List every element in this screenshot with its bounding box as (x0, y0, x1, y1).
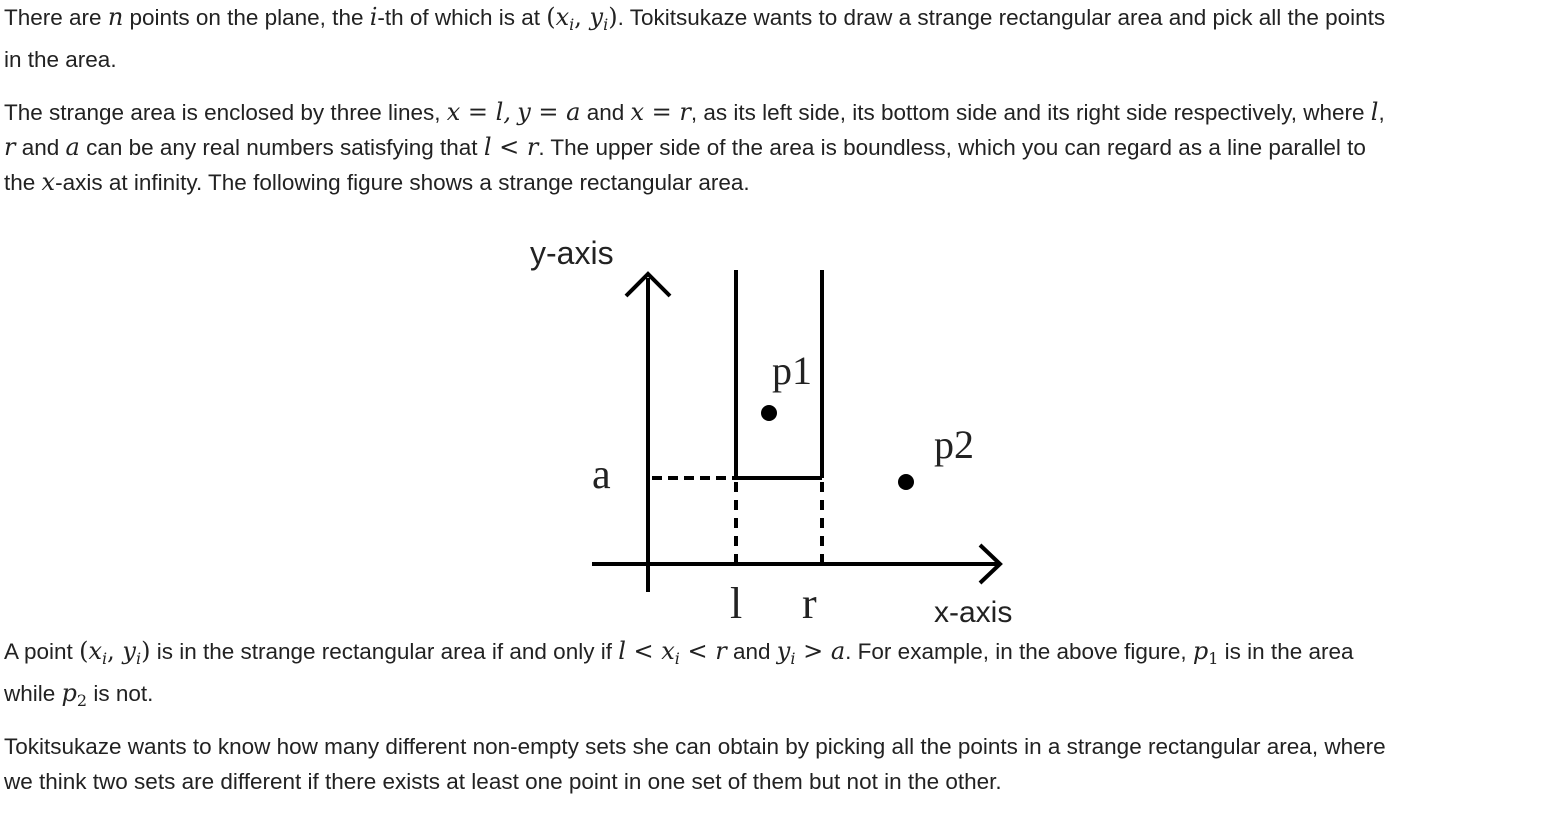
math-r: r (4, 133, 16, 161)
paragraph-area-line-1: The strange area is enclosed by three lines, x = l, y = a and x = r, as its left side, its bottom side and its right side respectively, where l, (4, 98, 1385, 126)
paragraph-area-line-2 (4, 130, 1556, 165)
text: A point (4, 639, 80, 664)
math-sub-i: i (790, 649, 796, 668)
math-i: i (369, 3, 378, 31)
text: while (4, 681, 62, 706)
text: . Tokitsukaze wants to draw a strange rectangular area and pick all the points (617, 5, 1386, 30)
text: , as its left side, its bottom side and its right side respectively, where (690, 100, 1371, 125)
paragraph-condition-line-1 (4, 634, 1556, 676)
paragraph-condition-line-2 (4, 676, 1556, 718)
math-y: y (122, 637, 136, 665)
paragraph-intro-line-1 (4, 0, 1556, 42)
text: . For example, in the above figure, (845, 639, 1193, 664)
math-eq-x-l: x = l, (446, 98, 511, 126)
math-eq-x-r: x = r (630, 98, 691, 126)
l-label: l (730, 579, 743, 628)
text: and (726, 639, 777, 664)
text: is in the area (1218, 639, 1354, 664)
paragraph-question (4, 729, 1556, 799)
x-axis-label: x-axis (934, 596, 1013, 629)
paragraph-intro (4, 0, 1556, 77)
text: in the area. (4, 47, 117, 72)
math-point-xi-yi: ($x_i$, $y_i$) (546, 3, 618, 34)
math-y: y (776, 637, 791, 665)
p1-label: p1 (772, 348, 812, 393)
math-n: n (107, 3, 124, 31)
a-label: a (592, 452, 611, 498)
text: and (15, 135, 66, 160)
text: can be any real numbers satisfying that (79, 135, 484, 160)
y-axis-arrowhead (626, 274, 670, 296)
math-p: p (61, 679, 77, 707)
math-gt-a: > a (795, 637, 846, 665)
math-a: a (65, 133, 80, 161)
paragraph-point-condition (4, 634, 1556, 718)
math-sub-i: i (674, 649, 680, 668)
math-sub-i: i (101, 649, 108, 668)
math-sub-i: i (603, 15, 609, 34)
paragraph-area-definition (4, 95, 1556, 200)
text: -th of which is at (377, 5, 547, 30)
math-y: y (589, 3, 604, 31)
text: the (4, 170, 42, 195)
math-lt-r: < r (679, 637, 727, 665)
point-p2 (898, 474, 914, 490)
y-axis-label: y-axis (530, 235, 614, 271)
math-l-lt-r: l < r (483, 133, 539, 161)
text: and (580, 100, 631, 125)
paragraph-question-line-1: Tokitsukaze wants to know how many different non-empty sets she can obtain by picking all the points in a strange rectangular area, where (4, 734, 1386, 759)
math-point-xi-yi: ($x_i$, $y_i$) (79, 637, 151, 668)
text: is in the strange rectangular area if and only if (150, 639, 619, 664)
p2-label: p2 (934, 422, 974, 467)
math-eq-y-a: y = a (517, 98, 581, 126)
r-label: r (802, 579, 817, 628)
text: points on the plane, the (123, 5, 370, 30)
math-x: x (555, 3, 570, 31)
text: is not. (87, 681, 154, 706)
math-sub-i: i (569, 15, 575, 34)
text: . The upper side of the area is boundless, which you can regard as a line parallel to (538, 135, 1366, 160)
text: -axis at infinity. The following figure shows a strange rectangular area. (55, 170, 750, 195)
paragraph-intro-line-2 (4, 42, 1556, 77)
math-x: x (41, 168, 56, 196)
text: The strange area is enclosed by three lines, (4, 100, 447, 125)
x-axis-arrowhead (980, 545, 1000, 583)
math-l-lt-x: l < x (618, 637, 675, 665)
point-p1 (761, 405, 777, 421)
text: There are (4, 5, 108, 30)
math-l: l (1370, 98, 1379, 126)
math-x: x (88, 637, 102, 665)
math-sub-1: 1 (1208, 649, 1219, 668)
math-sub-2: 2 (76, 691, 88, 710)
paragraph-area-line-3 (4, 165, 1556, 200)
math-sub-i: i (135, 649, 142, 668)
math-p: p (1192, 637, 1209, 665)
paragraph-question-line-2: we think two sets are different if there exists at least one point in one set of them but not in the other. (4, 769, 1002, 794)
